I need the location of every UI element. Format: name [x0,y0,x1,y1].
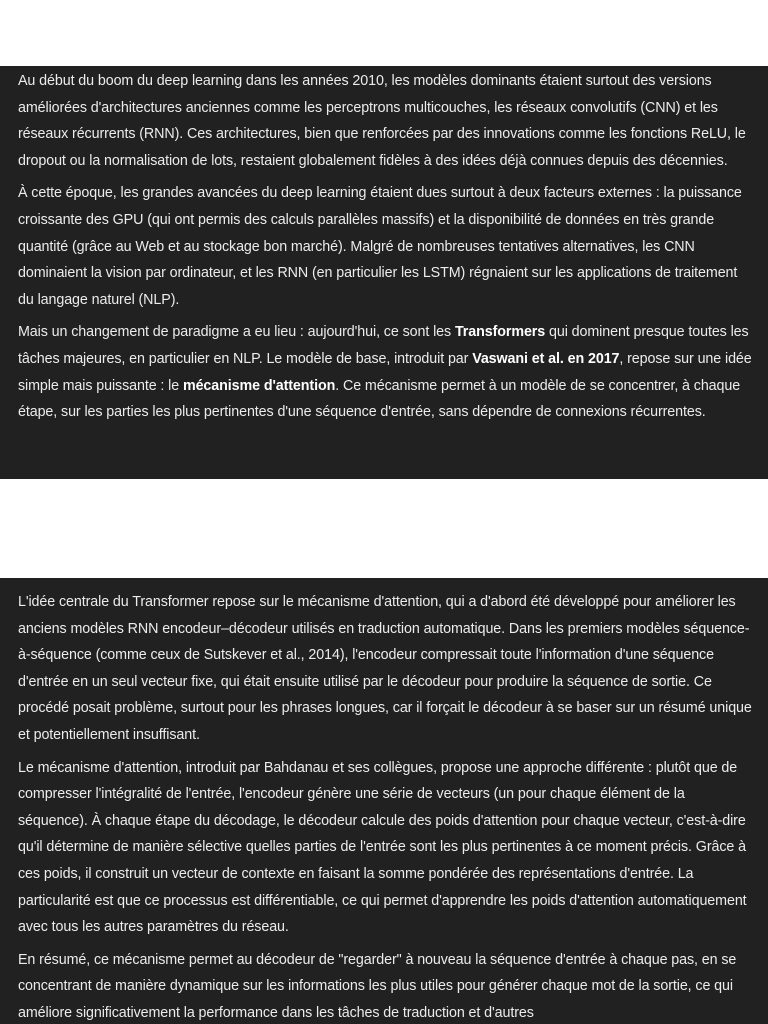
paragraph-2: À cette époque, les grandes avancées du deep learning étaient dues surtout à deux facteurs externes : la puissance croissante des GPU (qui ont permis des calculs parallèles massifs) et la disponibilité de données en très grande quantité (grâce au Web et au stockage bon marché). Malgré de nombreuses tentatives alternatives, les CNN dominaient la vision par ordinateur, et les RNN (en particulier les LSTM) régnaient sur les applications de traitement du langage naturel (NLP). [18,185,742,308]
paragraph-3 [18,319,752,425]
text-block-2 [0,578,768,1024]
paragraph-4: L'idée centrale du Transformer repose sur le mécanisme d'attention, qui a d'abord été développé pour améliorer les anciens modèles RNN encodeur–décodeur utilisés en traduction automatique. Dans les premiers modèles séquence-à-séquence (comme ceux de Sutskever et al., 2014), l'encodeur compressait toute l'information d'une séquence d'entrée en un seul vecteur fixe, qui était ensuite utilisé par le décodeur pour produire la séquence de sortie. Ce procédé posait problème, surtout pour les phrases longues, car il forçait le décodeur à se baser sur un résumé unique et potentiellement insuffisant. [18,594,752,743]
paragraph-6: En résumé, ce mécanisme permet au décodeur de "regarder" à nouveau la séquence d'entrée à chaque pas, en se concentrant de manière dynamique sur les informations les plus utiles pour générer chaque mot de la sortie, ce qui améliore significativement la performance dans les tâches de traduction et d'autres [18,951,737,1021]
paragraph-3-text-1: Mais un changement de paradigme a eu lieu : aujourd'hui, ce sont les [18,324,455,341]
paragraph-3-text-3: , repose sur une idée simple mais puissante : le [18,350,752,394]
bold-attention: mécanisme d'attention [182,377,336,394]
paragraph-1: Au début du boom du deep learning dans les années 2010, les modèles dominants étaient surtout des versions améliorées d'architectures anciennes comme les perceptrons multicouches, les réseaux convolutifs (CNN) et les réseaux récurrents (RNN). Ces architectures, bien que renforcées par des innovations comme les fonctions ReLU, le dropout ou la normalisation de lots, restaient globalement fidèles à des idées déjà connues depuis des décennies. [18,73,746,169]
paragraph-3-text-2: qui dominent presque toutes les tâches majeures, en particulier en NLP. Le modèle de base, introduit par [18,324,749,367]
text-block-1 [0,66,768,479]
bold-transformers: Transformers [454,324,546,341]
bold-vaswani: Vaswani et al. en 2017 [472,350,620,367]
paragraph-3-text-4: . Ce mécanisme permet à un modèle de se concentrer, à chaque étape, sur les parties les plus pertinentes d'une séquence d'entrée, sans dépendre de connexions récurrentes. [18,377,741,421]
paragraph-5: Le mécanisme d'attention, introduit par Bahdanau et ses collègues, propose une approche différente : plutôt que de compresser l'intégralité de l'entrée, l'encodeur génère une série de vecteurs (un pour chaque élément de la séquence). À chaque étape du décodage, le décodeur calcule des poids d'attention pour chaque vecteur, c'est-à-dire qu'il détermine de manière sélective quelles parties de l'entrée sont les plus pertinentes à ce moment précis. Grâce à ces poids, il construit un vecteur de contexte en faisant la somme pondérée des représentations d'entrée. La particularité est que ce processus est différentiable, ce qui permet d'apprendre les poids d'attention automatiquement avec tous les autres paramètres du réseau. [18,759,747,936]
